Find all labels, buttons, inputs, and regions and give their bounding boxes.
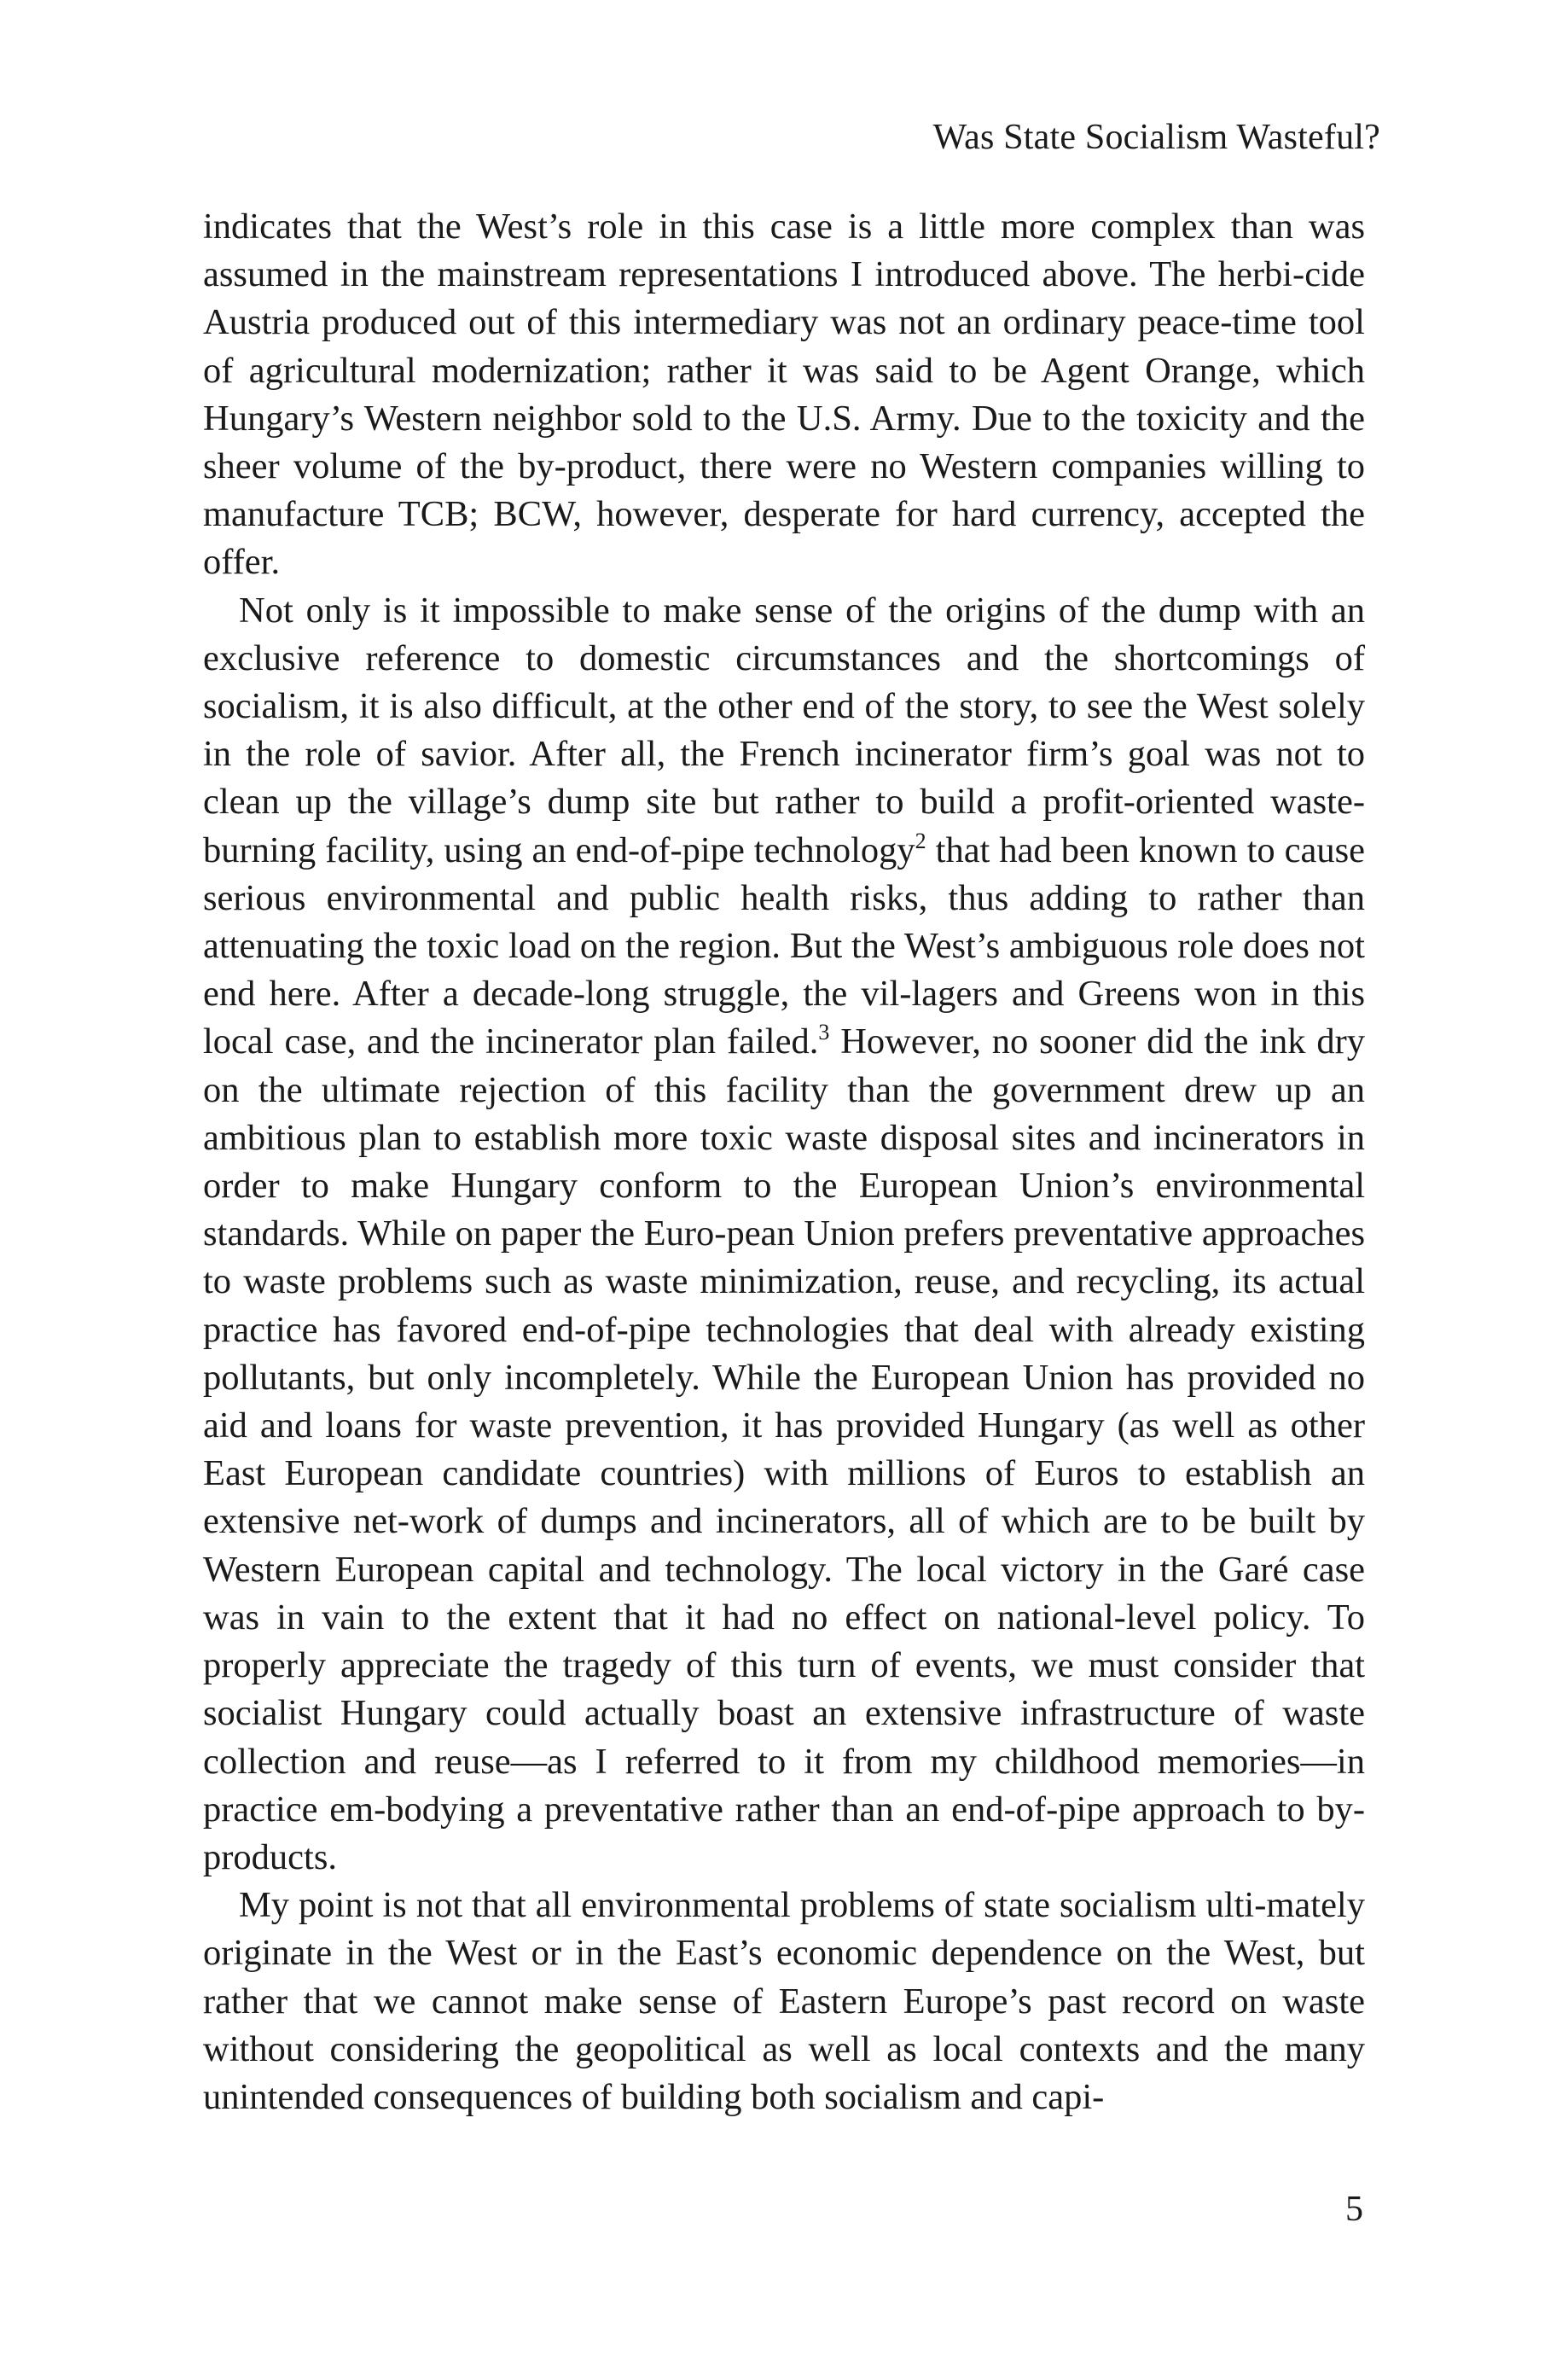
- paragraph-2-text-b: that had been known to cause serious environmental and public health risks, thus adding to rather than attenuating the toxic load on the region. But the West’s ambiguous role does not end here. After a decade-long struggle, the vil-lagers and Greens won in this local case, and the incinerator plan failed.: [203, 829, 1366, 1062]
- footnote-mark-2[interactable]: 2: [915, 828, 926, 853]
- paragraph-1: [203, 203, 1365, 587]
- paragraph-2-text-c: However, no sooner did the ink dry on the ultimate rejection of this facility than the government drew up an ambitious plan to establish more toxic waste disposal sites and incinerators in order to make Hungary conform to the European Union’s environmental standards. While on paper the Euro-pean Union prefers preventative approaches to waste problems such as waste minimization, reuse, and recycling, its actual practice has favored end-of-pipe technologies that deal with already existing pollutants, but only incompletely. While the European Union has provided no aid and loans for waste prevention, it has provided Hungary (as well as other East European candidate countries) with millions of Euros to establish an extensive net-work of dumps and incinerators, all of which are to be built by Western European capital and technology. The local victory in the Garé case was in vain to the extent that it had no effect on national-level policy. To properly appreciate the tragedy of this turn of events, we must consider that socialist Hungary could actually boast an extensive infrastructure of waste collection and reuse—as I referred to it from my childhood memories—in practice em-bodying a preventative rather than an end-of-pipe approach to by-products.: [203, 1021, 1366, 1877]
- paragraph-2: [203, 587, 1365, 1882]
- page-number: 5: [1345, 2190, 1363, 2229]
- body-text: [203, 203, 1365, 2121]
- paragraph-3: [203, 1882, 1365, 2121]
- paragraph-2-text-a: Not only is it impossible to make sense of the origins of the dump with an exclusive reference to domestic circumstances and the shortcomings of socialism, it is also difficult, at the other end of the story, to see the West solely in the role of savior. After all, the French incinerator firm’s goal was not to clean up the village’s dump site but rather to build a profit-oriented waste-burning facility, using an end-of-pipe technology: [203, 590, 1365, 870]
- paragraph-3-text: My point is not that all environmental problems of state socialism ulti-mately originate in the West or in the East’s economic dependence on the West, but rather that we cannot make sense of Eastern Europe’s past record on waste without considering the geopolitical as well as local contexts and the many unintended consequences of building both socialism and capi-: [203, 1885, 1365, 2117]
- running-head-title: Was State Socialism Wasteful?: [932, 118, 1380, 157]
- footnote-mark-3[interactable]: 3: [818, 1020, 830, 1045]
- paragraph-1-text: indicates that the West’s role in this case is a little more complex than was assumed in the mainstream representations I introduced above. The herbi-cide Austria produced out of this intermediary was not an ordinary peace-time tool of agricultural modernization; rather it was said to be Agent Orange, which Hungary’s Western neighbor sold to the U.S. Army. Due to the toxicity and the sheer volume of the by-product, there were no Western companies willing to manufacture TCB; BCW, however, desperate for hard currency, accepted the offer.: [203, 207, 1365, 583]
